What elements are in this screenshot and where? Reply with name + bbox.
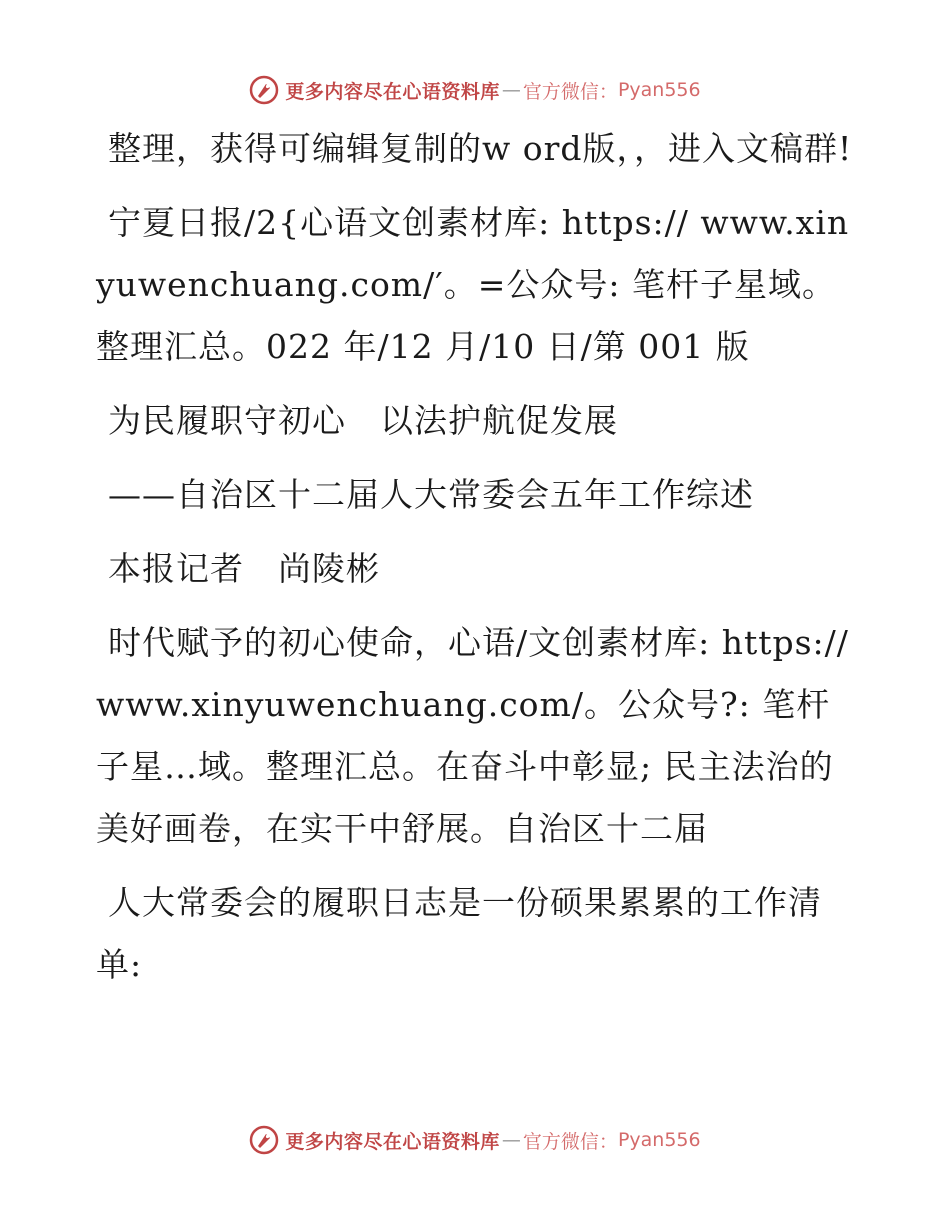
paragraph-body-1: 时代赋予的初心使命，心语/文创素材库: https://www.xinyuwenchuang.com/。公众号?: 笔杆子星…域。整理汇总。在奋斗中彰显; 民主法治的美好画卷，在实干中舒展。自治区十二届	[96, 623, 849, 848]
banner-main-text: 更多内容尽在心语资料库	[285, 80, 500, 103]
footer-separator: —	[501, 1129, 521, 1151]
banner-wechat-label: 官方微信：	[522, 80, 618, 103]
paragraph-intro: 整理，获得可编辑复制的w ord版，，进入文稿群!	[108, 129, 853, 168]
document-body	[96, 118, 856, 1008]
paragraph-body-2: 人大常委会的履职日志是一份硕果累累的工作清单:	[96, 883, 822, 984]
pen-nib-logo-icon	[249, 1125, 279, 1155]
header-banner	[0, 70, 950, 110]
paragraph-source: 宁夏日报/2{心语文创素材库: https:// www.xinyuwenchuang.com/′。=公众号: 笔杆子星域。整理汇总。022 年/12 月/10 日/第 001 版	[96, 203, 850, 366]
banner-separator: —	[501, 79, 521, 101]
article-byline: 本报记者 尚陵彬	[108, 549, 380, 588]
pen-nib-logo-icon	[249, 75, 279, 105]
article-subtitle: ——自治区十二届人大常委会五年工作综述	[108, 475, 754, 514]
banner-wechat-id: Pyan556	[617, 79, 701, 101]
footer-wechat-id: Pyan556	[617, 1129, 701, 1151]
article-title: 为民履职守初心 以法护航促发展	[108, 401, 618, 440]
footer-banner	[0, 1120, 950, 1160]
footer-wechat-label: 官方微信：	[522, 1130, 618, 1153]
footer-main-text: 更多内容尽在心语资料库	[285, 1130, 500, 1153]
